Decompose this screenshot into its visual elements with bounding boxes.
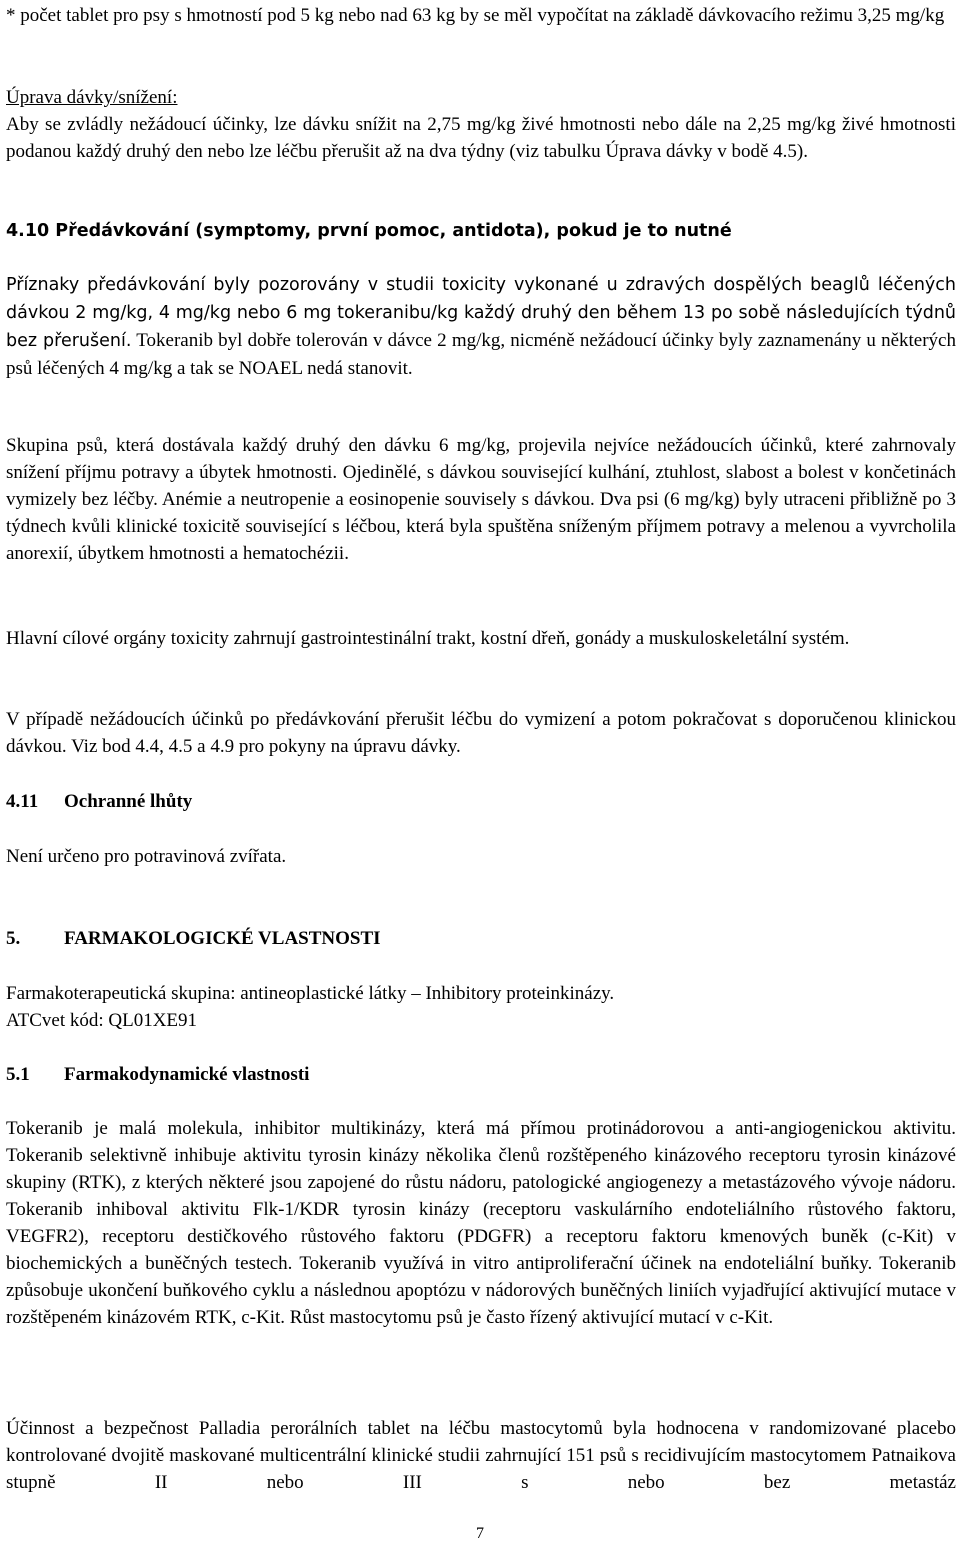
- section-4-10-paragraph-3: Hlavní cílové orgány toxicity zahrnují gastrointestinální trakt, kostní dřeň, gonády a muskuloskeletální systém.: [6, 628, 850, 649]
- tablet-count-note: * počet tablet pro psy s hmotností pod 5 kg nebo nad 63 kg by se měl vypočítat na základě dávkovacího režimu 3,25 mg/kg: [6, 5, 945, 26]
- section-5-number: 5.: [6, 928, 21, 949]
- section-4-10-paragraph-1: [6, 271, 956, 382]
- dose-reduction-text: Aby se zvládly nežádoucí účinky, lze dávku snížit na 2,75 mg/kg živé hmotnosti nebo dále na 2,25 mg/kg živé hmotnosti podanou každý druhý den nebo lze léčbu přerušit až na dva týdny (viz tabulku Úprava dávky v bodě 4.5).: [6, 114, 956, 162]
- section-5-heading: [6, 925, 381, 952]
- section-4-11-heading: [6, 788, 192, 815]
- section-5-1-title: Farmakodynamické vlastnosti: [64, 1064, 310, 1085]
- section-5-1-paragraph-1: Tokeranib je malá molekula, inhibitor multikinázy, která má přímou protinádorovou a anti-angiogenickou aktivitu. Tokeranib selektivně inhibuje aktivitu tyrosin kinázy několika členů rozštěpeného kinázového receptoru tyrosin kinázové skupiny (RTK), z kterých některé jsou zapojené do růstu nádoru, patologické angiogenezy a metastázového vývoje nádoru. Tokeranib inhiboval aktivitu Flk-1/KDR tyrosin kinázy (receptoru vaskulárního endoteliálního růstového faktoru, VEGFR2), receptoru destičkového růstového faktoru (PDGFR) a receptoru faktoru kmenových buněk (c-Kit) v biochemických a buněčných testech. Tokeranib využívá in vitro antiproliferační účinek na endoteliální buňky. Tokeranib způsobuje ukončení buňkového cyklu a následnou apoptózu v nádorových buněčných liniích vyjadřující aktivující mutace v rozštěpeném kinázovém RTK, c-Kit. Růst mastocytomu psů je často řízený aktivující mutací v c-Kit.: [6, 1118, 956, 1328]
- section-4-11-number: 4.11: [6, 791, 39, 812]
- section-4-10-heading: 4.10 Předávkování (symptomy, první pomoc, antidota), pokud je to nutné: [6, 221, 732, 241]
- section-4-11-title: Ochranné lhůty: [64, 791, 193, 812]
- section-4-10-paragraph-1-serif: Tokeranib byl dobře tolerován v dávce 2 mg/kg, nicméně nežádoucí účinky byly zaznamenány u některých psů léčených 4 mg/kg a tak se NOAEL nedá stanovit.: [6, 330, 956, 379]
- section-5-title: FARMAKOLOGICKÉ VLASTNOSTI: [64, 928, 381, 949]
- dose-reduction-label: Úprava dávky/snížení:: [6, 87, 178, 108]
- atcvet-code: ATCvet kód: QL01XE91: [6, 1010, 198, 1031]
- section-4-10-paragraph-2: Skupina psů, která dostávala každý druhý den dávku 6 mg/kg, projevila nejvíce nežádoucích účinků, které zahrnovaly snížení příjmu potravy a úbytek hmotnosti. Ojedinělé, s dávkou související kulhání, ztuhlost, slabost a bolest v končetinách vymizely bez léčby. Anémie a neutropenie a eosinopenie souvisely s dávkou. Dva psi (6 mg/kg) byly utraceni přibližně po 3 týdnech kvůli klinické toxicitě související s léčbou, která byla spuštěna sníženým příjmem potravy a melenou a vyvrcholila anorexií, úbytkem hmotnosti a hematochézii.: [6, 435, 956, 564]
- section-4-10-paragraph-4: V případě nežádoucích účinků po předávkování přerušit léčbu do vymizení a potom pokračovat s doporučenou klinickou dávkou. Viz bod 4.4, 4.5 a 4.9 pro pokyny na úpravu dávky.: [6, 709, 956, 757]
- section-5-1-paragraph-2: Účinnost a bezpečnost Palladia perorálních tablet na léčbu mastocytomů byla hodnocena v randomizované placebo kontrolované dvojitě maskované multicentrální klinické studii zahrnující 151 psů s recidivujícím mastocytomem Patnaikova stupně II nebo III s nebo bez metastáz: [6, 1418, 956, 1493]
- section-4-11-text: Není určeno pro potravinová zvířata.: [6, 846, 287, 867]
- section-5-1-heading: [6, 1061, 309, 1088]
- page-number: 7: [476, 1525, 484, 1542]
- section-5-1-number: 5.1: [6, 1064, 30, 1085]
- pharmacotherapeutic-group: Farmakoterapeutická skupina: antineoplastické látky – Inhibitory proteinkinázy.: [6, 983, 615, 1004]
- section-4-10-paragraph-1-sans: Příznaky předávkování byly pozorovány v studii toxicity vykonané u zdravých dospělých beaglů léčených dávkou 2 mg/kg, 4 mg/kg nebo 6 mg tokeranibu/kg každý druhý den během 13 po sobě následujících týdnů bez přerušení.: [6, 275, 956, 351]
